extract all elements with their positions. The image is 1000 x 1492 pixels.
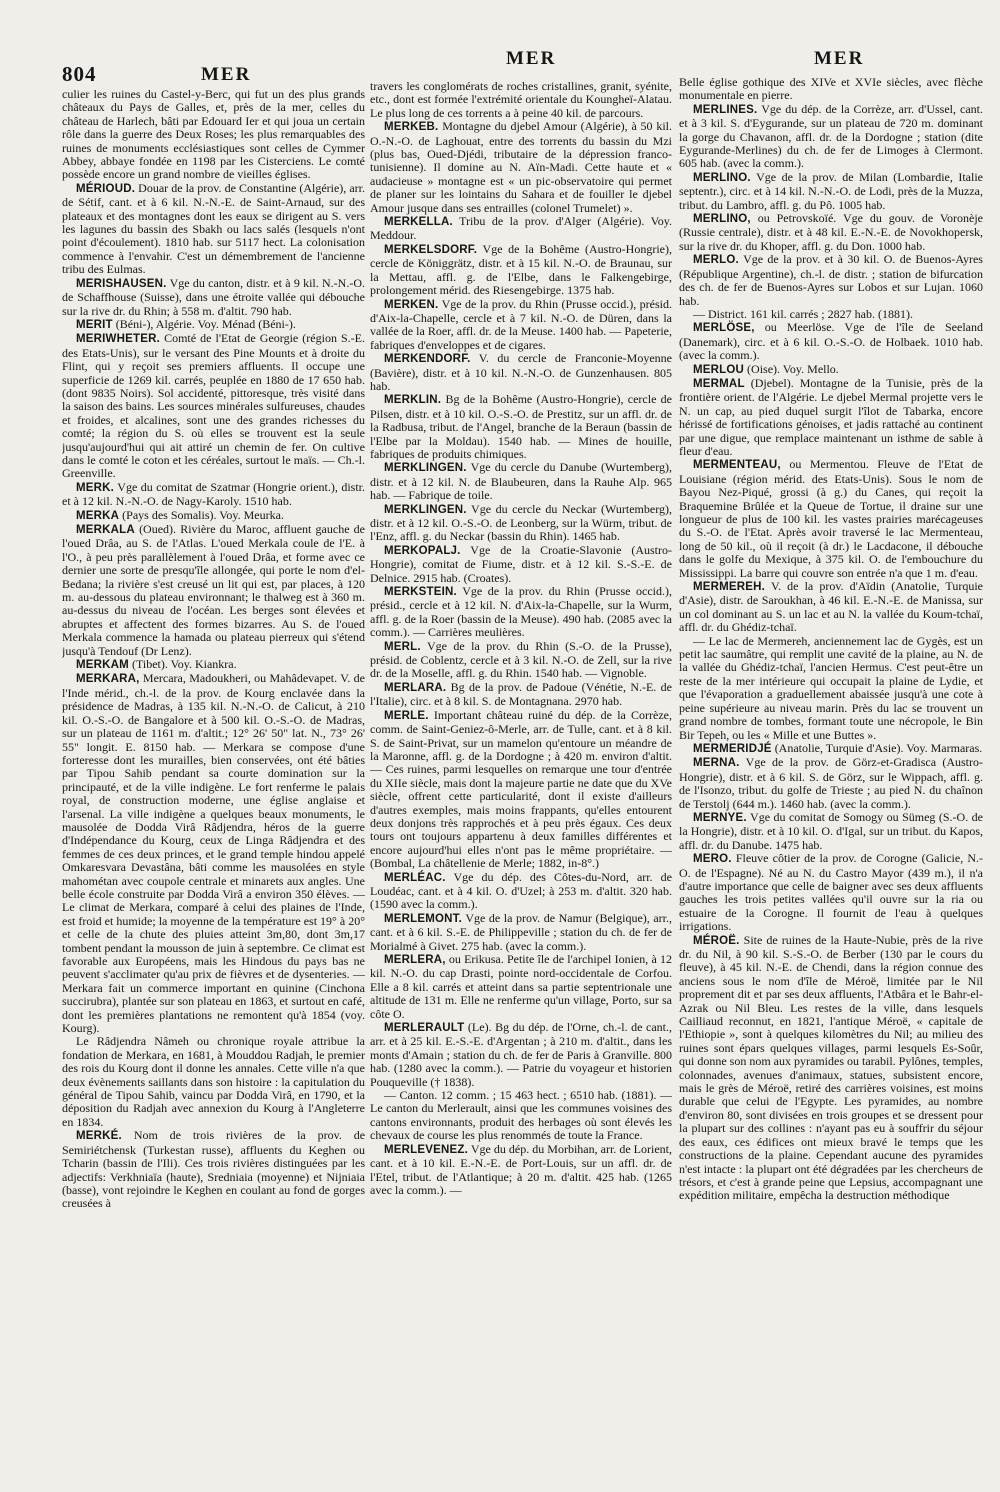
entry-text: V. de la prov. d'Aïdin (Anatolie, Turquie d'Asie), distr. de Saroukhan, à 46 kil. E.-N.-E. de Manissa, sur un col dominant au S. un lac et au N. la vallée du Koum-tchaï, affl. dr. du Ghédiz-tchaï. [679, 579, 983, 635]
entry-text: ou Petrovskoïé. Vge du gouv. de Voronèje (Russie centrale), distr. et à 48 kil. E.-N.-E. de Novokhopersk, sur la rive dr. du Khoper, affl. g. du Don. 1000 hab. [679, 211, 983, 253]
entry-text: Vge de la prov. de Namur (Belgique), arr., cant. et à 6 kil. S.-E. de Philippeville ; station du ch. de fer de Morialmé à Givet. 275 hab. (avec la comm.). [370, 910, 672, 953]
dictionary-entry [679, 580, 983, 635]
dictionary-entry [62, 481, 365, 509]
dictionary-entry [370, 120, 672, 215]
entry-headword: MÉRIOUD. [76, 182, 136, 195]
continued-text: travers les conglomérats de roches cristallines, granit, syénite, etc., dont est formée l'extrémité orientale du Koungheï-Alatau. Le plus long de ces torrents a à peine 40 kil. de parcours. [370, 80, 672, 120]
entry-text: — District. 161 kil. carrés ; 2827 hab. (1881). [693, 306, 913, 321]
dictionary-entry [370, 953, 672, 1021]
dictionary-entry [62, 182, 365, 277]
dictionary-entry [679, 171, 983, 212]
entry-text: ou Erikusa. Petite île de l'archipel Ionien, à 12 kil. N.-O. du cap Drasti, pointe nord-occidentale de Corfou. Elle a 8 kil. carrés et atteint dans sa partie septentrionale une altitude de 131 m. Elle ne renferme qu'un village, Porto, sur sa côte O. [370, 952, 672, 1021]
dictionary-entry [679, 253, 983, 308]
entry-headword: MERKLINGEN. [384, 503, 467, 516]
dictionary-entry [370, 585, 672, 640]
entry-text: Vge du comitat de Szatmar (Hongrie orient.), distr. et à 12 kil. N.-N.-O. de Nagy-Karoly. 1510 hab. [62, 479, 365, 509]
entry-text: Important château ruiné du dép. de la Corrèze, comm. de Saint-Geniez-ô-Merle, arr. de Tulle, cant. et à 8 kil. S. de Saint-Privat, sur un mamelon qu'entoure un méandre de la Maronne, affl. g. de la Dordogne ; à 420 m. environ d'altit. — Ces ruines, parmi lesquelles on remarque une tour d'entrée du XIIe siècle, mais dont la majeure partie ne date que du XVe siècle, offrent cette particularité, dont il existe d'ailleurs d'autres exemples, mais moins frappants, qu'elles entourent deux donjons très rapprochés et à peu près égaux. Ces deux tours ont toujours appartenu à deux familles différentes et encore aujourd'hui elles n'ont pas le même propriétaire. — (Bombal, La châtellenie de Merle; 1882, in-8°.) [370, 707, 672, 871]
dictionary-entry [679, 321, 983, 362]
dictionary-entry [679, 635, 983, 742]
dictionary-entry [679, 363, 983, 377]
entry-headword: MERKLINGEN. [384, 462, 467, 475]
column-1 [62, 88, 365, 1480]
dictionary-entry [62, 1035, 365, 1129]
entry-headword: MÉROË. [693, 934, 740, 947]
entry-text: (Le). Bg du dép. de l'Orne, ch.-l. de cant., arr. et à 25 kil. E.-S.-E. d'Argentan ; à 210 m. d'altit., dans les monts d'Amain ; station du ch. de fer de Paris à Granville. 800 hab. (1280 avec la comm.). — Patrie du voyageur et historien Pouqueville († 1838). [370, 1020, 672, 1089]
entry-text: Vge de la Bohême (Austro-Hongrie), cercle de Königgrätz, distr. et à 15 kil. N.-O. de Braunau, sur la Mettau, affl. g. de l'Elbe, dans le Falkengebirge, prolongement mérid. des Riesengebirge. 1375 hab. [370, 241, 672, 298]
dictionary-entry [62, 523, 365, 658]
entry-headword: MERKALA [76, 524, 135, 536]
page-number: 804 [62, 62, 97, 86]
dictionary-entry [370, 709, 672, 871]
entry-text: Site de ruines de la Haute-Nubie, près de la rive dr. du Nil, à 90 kil. S.-S.-O. de Berber (130 par le cours du fleuve), à 45 kil. N.-E. de Chendi, dans la région connue des anciens sous le nom d'île de Méroë, limitée par le Nil proprement dit et par ses deux affluents, l'Atbâra et le Bahr-el-Azrak ou Nil Bleu. Les restes de la ville, dans lesquels Cailliaud reconnut, en 1821, l'antique Méroë, « capitale de l'Ethiopie », sont à quelques kilomètres du Nil; au milieu des ruines sont épars quelques villages, parmi lesquels Es-Soûr, qui donne son nom aux pyramides ou tarabil. Pylônes, temples, colonnades, avenues d'animaux, statues, subsistent encore, mais le grès de Méroë, retiré des carrières voisines, est moins durable que celui de l'Egypte. Les pyramides, au nombre d'environ 80, sont divisées en trois groupes et se dressent pour la plupart sur des collines : n'ayant pas eu à souffrir du séjour des eaux, ces édifices ont mieux bravé le temps que les constructions de la plaine. Cependant aucune des pyramides n'est intacte : la plupart ont été dégradées par les chercheurs de trésors, et c'est à grande peine que Lepsius, accompagnant une expédition militaire, empêcha la destruction méthodique [679, 932, 983, 1203]
dictionary-entry [370, 352, 672, 393]
entry-headword: MERMAL [693, 377, 745, 390]
entry-text: Vge du comitat de Somogy ou Sümeg (S.-O. de la Hongrie), distr. et à 10 kil. O. d'Igal, sur un tribut. du Kapos, affl. dr. du Danube. 1475 hab. [679, 809, 983, 852]
entry-text: (Oued). Rivière du Maroc, affluent gauche de l'oued Drâa, au S. de l'Atlas. L'oued Merkala coule de l'E. à l'O., à peu près parallèlement à l'oued Drâa, et forme avec ce dernier une sorte de presqu'île allongée, qui porte le nom d'el-Bedana; la rivière s'est creusé un lit qui est, par places, à 120 m. au-dessous du plateau environnant; le thalweg est à 360 m. au-dessus du niveau de l'océan. Les berges sont élevées et abruptes et affectent des formes bizarres. Au S. de l'oued Merkala commence la hamada ou plateau pierreux qui s'étend jusqu'à Tendouf (Dr Lenz). [62, 522, 365, 658]
entry-text: Vge du canton, distr. et à 9 kil. N.-N.-O. de Schaffhouse (Suisse), dans une étroite vallée qui débouche sur la rive dr. du Rhin; à 558 m. d'altit. 790 hab. [62, 275, 365, 318]
entry-text: V. du cercle de Franconie-Moyenne (Bavière), distr. et à 10 kil. N.-N.-O. de Gunzenhausen. 805 hab. [370, 351, 672, 393]
entry-headword: MERLINO, [693, 213, 751, 226]
entry-headword: MERLINO. [693, 171, 751, 184]
entry-headword: MERLERA, [384, 954, 446, 966]
entry-headword: MERMENTEAU, [693, 459, 781, 472]
dictionary-entry [679, 377, 983, 458]
dictionary-entry [679, 212, 983, 253]
entry-headword: MERIT [76, 318, 113, 331]
entry-headword: MERO. [693, 853, 732, 866]
entry-headword: MERLEVENEZ. [384, 1143, 468, 1156]
dictionary-entry [370, 544, 672, 585]
dictionary-entry [679, 308, 983, 321]
entry-text: Vge du cercle du Neckar (Wurtemberg), distr. et à 12 kil. O.-S.-O. de Leonberg, sur la Würm, tribut. de l'Enz, affl. g. du Neckar (bassin du Rhin). 1465 hab. [370, 501, 672, 544]
entry-text: (Oise). Voy. Mello. [747, 361, 839, 376]
dictionary-entry [679, 852, 983, 933]
entry-headword: MERKELLA. [384, 216, 453, 229]
entry-headword: MERLARA. [384, 681, 447, 694]
running-head-right: MER [814, 48, 865, 69]
entry-headword: MERLEMONT. [384, 912, 463, 925]
entry-text: Fleuve côtier de la prov. de Corogne (Galicie, N.-O. de l'Espagne). Né au N. du Castro Mayor (439 m.), il n'a d'autre importance que celle de baigner avec ses deux affluents gauches les trois petites vallées qu'il ouvre sur la ria ou estuaire de la Corogne. Il fournit de l'eau à quelques irrigations. [679, 851, 983, 934]
entry-text: Nom de trois rivières de la prov. de Semiriétchensk (Turkestan russe), affluents du Keghen ou Tcharin (bassin de l'Ili). Ces trois rivières distinguées par les adjectifs: Verkhniaïa (haute), Sredniaia (moyenne) et Nijniaia (basse), vont rejoindre le Keghen en coulant au fond de gorges creusées à [62, 1128, 365, 1211]
dictionary-entry [370, 871, 672, 912]
entry-text: Bg de la prov. de Padoue (Vénétie, N.-E. de l'Italie), circ. et à 8 kil. S. de Montagnana. 2970 hab. [370, 679, 672, 709]
entry-headword: MERKOPALJ. [384, 544, 461, 557]
entry-text: — Le lac de Mermereh, anciennement lac de Gygès, est un petit lac saumâtre, qui remplit une cavité de la plaine, au N. de la vallée du Ghédiz-tchaï, l'ancien Hermus. C'est peut-être un reste de la mer intérieure qui occupait la plaine de Lydie, et que l'évaporation a graduellement abaissée jusqu'à une cote à peine supérieure au niveau marin. Près du lac se trouvent un grand nombre de tombes, formant toute une nécropole, le Bin Bir Tepeh, ou les « Mille et une Buttes ». [679, 633, 983, 742]
dictionary-entry [62, 658, 365, 672]
dictionary-entry [62, 318, 365, 332]
dictionary-entry [370, 640, 672, 681]
entry-headword: MERKARA, [76, 673, 140, 686]
entry-text: (Béni-), Algérie. Voy. Ménad (Béni-). [115, 316, 296, 331]
entry-text: Vge de la prov. du Rhin (Prusse occid.), présid., cercle et à 12 kil. N. d'Aix-la-Chapelle, sur la Wurm, affl. g. de la Roer (bassin de la Meuse). 490 hab. (2085 avec la comm.). — Carrières meulières. [370, 584, 672, 640]
column-2 [370, 80, 672, 1480]
entry-text: Montagne du djebel Amour (Algérie), à 50 kil. O.-N.-O. de Laghouat, entre des torrents du bassin du Mzi (plus bas, Oued-Djédi, tributaire de la dépression franco-tunisienne). Il domine au N. Aïn-Madi. Cette haute et « audacieuse » montagne est « un pic-observatoire qui permet de planer sur les lointains du Sahara et de fouiller le djebel Amour jusque dans ses entrailles (colonel Trumelet) ». [370, 119, 672, 215]
dictionary-entry [679, 103, 983, 171]
running-head-center: MER [506, 48, 557, 69]
dictionary-entry [370, 461, 672, 502]
entry-headword: MERNYE. [693, 811, 747, 824]
entry-headword: MERKEB. [384, 121, 439, 134]
running-head-left: MER [201, 64, 252, 85]
dictionary-entry [370, 1021, 672, 1089]
entry-headword: MERKSTEIN. [384, 586, 457, 599]
entry-headword: MERLOU [693, 363, 745, 376]
dictionary-entry [679, 934, 983, 1203]
dictionary-entry [679, 458, 983, 580]
entry-text: Vge du cercle du Danube (Wurtemberg), distr. et à 12 kil. N. de Blaubeuren, dans la Rauhe Alp. 965 hab. — Fabrique de toile. [370, 460, 672, 503]
entry-text: Le Râdjendra Nâmeh ou chronique royale attribue la fondation de Merkara, en 1681, à Mouddou Radjah, le premier des rois du Kourg dont il donne les annales. Cette ville n'a que deux évènements saillants dans son histoire : la capitulation du général de Tipou Sahib, vaincu par Dodda Virâ, en 1790, et la déposition du Radjah avec annexion du Kourg à l'Angleterre en 1834. [62, 1034, 365, 1129]
dictionary-entry [370, 215, 672, 243]
entry-text: (Tibet). Voy. Kiankra. [131, 657, 237, 672]
entry-headword: MERMERIDJÉ [693, 742, 772, 755]
entry-headword: MERISHAUSEN. [76, 277, 167, 290]
entry-headword: MERIWHETER. [76, 333, 160, 346]
continued-text: Belle église gothique des XIVe et XVIe siècles, avec flèche monumentale en pierre. [679, 76, 983, 103]
entry-headword: MERKLIN. [384, 394, 442, 407]
entry-text: (Pays des Somalis). Voy. Meurka. [122, 507, 284, 522]
entry-headword: MERL. [384, 640, 421, 653]
entry-text: Tribu de la prov. d'Alger (Algérie). Voy. Meddour. [370, 214, 672, 243]
entry-headword: MERK. [76, 481, 115, 494]
entry-text: — Canton. 12 comm. ; 15 463 hect. ; 6510 hab. (1881). — Le canton du Merlerault, ainsi que les communes voisines des cantons environnants, produit des herbages où sont élevés les chevaux de course les plus renommés de toute la France. [370, 1088, 672, 1143]
dictionary-entry [679, 742, 983, 756]
entry-text: Vge de la prov. du Rhin (Prusse occid.), présid. d'Aix-la-Chapelle, cercle et à 7 kil. N.-O. de Düren, dans la vallée de la Roer, affl. dr. de la Meuse. 1400 hab. — Papeterie, fabriques d'enveloppes et de cigares. [370, 296, 672, 352]
entry-headword: MERKA [76, 509, 120, 522]
entry-text: Douar de la prov. de Constantine (Algérie), arr. de Sétif, cant. et à 6 kil. N.-N.-E. de Saint-Arnaud, sur des plateaux et des montagnes dont les eaux se dirigent au S. vers les lagunes du bassin des Sbakh ou lacs salés (lesquels n'ont point d'écoulement). 1810 hab. sur 5117 hect. La colonisation commence à l'envahir. C'est un démembrement de l'ancienne tribu des Eulmas. [62, 180, 365, 277]
entry-text: Vge du dép. des Côtes-du-Nord, arr. de Loudéac, cant. et à 4 kil. O. d'Uzel; à 253 m. d'altit. 320 hab. (1590 avec la comm.). [370, 869, 672, 912]
entry-text: Bg de la Bohême (Austro-Hongrie), cercle de Pilsen, distr. et à 10 kil. O.-S.-O. de Prestitz, sur un affl. dr. de la Radbusa, tribut. de l'Angel, branche de la Beraun (bassin de l'Elbe par la Moldau). 1540 hab. — Mines de houille, fabriques de produits chimiques. [370, 392, 672, 461]
entry-headword: MERKEN. [384, 298, 439, 311]
entry-headword: MERMEREH. [693, 581, 766, 594]
dictionary-entry [62, 1129, 365, 1210]
dictionary-entry [370, 1143, 672, 1198]
entry-text: Vge de la prov. et à 30 kil. O. de Buenos-Ayres (République Argentine), ch.-l. de distr. ; station de bifurcation des ch. de fer de Buenos-Ayres sur Lobos et sur Lujan. 1060 hab. [679, 252, 983, 308]
column-3 [679, 76, 983, 1480]
entry-headword: MERNA. [693, 757, 740, 770]
entry-text: Comté de l'Etat de Georgie (région S.-E. des Etats-Unis), sur le versant des Pine Mounts et à droite du Flint, qui y reçoit ses premiers affluents. Il occupe une superficie de 1269 kil. carrés, peuplée en 1880 de 17 650 hab. (dont 9835 Noirs). Sol accidenté, pittoresque, très visité dans la saison des bains. Les sources minérales sulfureuses, chaudes et froides, et alcalines, sont une des grandes richesses du comté; la région du S. où elles se trouvent est la seule jusqu'aujourd'hui qui ait attiré un chemin de fer. On cultive dans le comté le coton et les céréales, surtout le maïs. — Ch.-l. Greenville. [62, 331, 365, 481]
entry-text: (Djebel). Montagne de la Tunisie, près de la frontière orient. de l'Algérie. Le djebel Mermal projette vers le N. un cap, au pied duquel surgit l'îlot de Tabarka, encore hérissé de fortifications génoises, et jadis rattaché au continent par une digue, que remplace maintenant un isthme de sable à fleur d'eau. [679, 375, 983, 458]
dictionary-entry [370, 298, 672, 353]
dictionary-entry [62, 672, 365, 1035]
dictionary-entry [62, 332, 365, 480]
entry-headword: MERKENDORF. [384, 353, 471, 366]
entry-headword: MERLINES. [693, 103, 758, 116]
entry-headword: MERKÉ. [76, 1130, 122, 1143]
entry-text: Vge de la prov. de Görz-et-Gradisca (Austro-Hongrie), distr. et à 6 kil. S. de Görz, sur le Wippach, affl. g. de l'Isonzo, tribut. du golfe de Trieste ; au pied N. du chaînon de Terstolj (644 m.). 1460 hab. (avec la comm.). [679, 755, 983, 811]
entry-text: Vge de la Croatie-Slavonie (Austro-Hongrie), comitat de Fiume, distr. et à 12 kil. S.-S.-E. de Delnice. 2915 hab. (Croates). [370, 542, 672, 585]
entry-headword: MERLE. [384, 709, 429, 722]
dictionary-entry [62, 509, 365, 523]
entry-headword: MERKELSDORF. [384, 243, 478, 256]
entry-text: (Anatolie, Turquie d'Asie). Voy. Marmaras. [774, 740, 983, 755]
dictionary-entry [370, 243, 672, 298]
continued-text: culier les ruines du Castel-y-Berc, qui fut un des plus grands châteaux du Pays de Galles, et, près de la mer, celles du château de Harlech, bâti par Edouard Ier et qui joua un certain rôle dans la guerre des Deux Roses; les plus remarquables des ruines de monuments ecclésiastiques sont celles de Cymmer Abbey, abbaye fondée en 1198 par les Cisterciens. Le comté possède encore un grand nombre de vieilles églises. [62, 88, 365, 182]
entry-text: Mercara, Madoukheri, ou Mahâdevapet. V. de l'Inde mérid., ch.-l. de la prov. de Kourg enclavée dans la présidence de Madras, à 135 kil. N.-N.-O. de Calicut, à 210 kil. O.-S.-O. de Bangalore et à 500 kil. O.-S.-O. de Madras, sur un plateau de 1161 m. d'altit.; 12° 26' 50" lat. N., 73° 26' 55" longit. E. 8150 hab. — Merkara se compose d'une forteresse dont les murailles, bien conservées, ont été bâties par Tipou Sahib pendant sa courte domination sur la principauté, et de la ville indigène. Le fort renferme le palais royal, de construction moderne, une église anglaise et l'arsenal. La ville indigène a quelques beaux monuments, le mausolée de Dodda Virâ Râdjendra, héros de la guerre d'Indépendance du Kourg, ceux de Linga Râdjendra et des femmes de ces deux princes, et le grand temple hindou appelé Omkaresvara Devastâna, bâti comme les mausolées en style mahométan avec coupole centrale et minarets aux angles. Une belle école construite par Dodda Virâ a environ 350 élèves. — Le climat de Merkara, comparé à celui des plaines de l'Inde, est froid et humide; la moyenne de la température est 19° à 20° et celle de la chute des pluies atteint 3m,80, dont 3m,17 tombent pendant la mousson de juin à septembre. Ce climat est favorable aux Européens, mais les Hindous du pays bas ne peuvent s'acclimater qu'au prix de fièvres et de dysenteries. — Merkara fait un commerce important en quinine (Cinchona succirubra), plantée sur son plateau en 1863, et surtout en café, dont les premières plantations ne remontent qu'à 1854 (voy. Kourg). [62, 671, 365, 1036]
dictionary-entry [370, 1089, 672, 1143]
entry-text: ou Meerlöse. Vge de l'île de Seeland (Danemark), circ. et à 6 kil. O.-S.-O. de Holbaek. 1010 hab. (avec la comm.). [679, 320, 983, 363]
entry-headword: MERLERAULT [384, 1022, 465, 1035]
dictionary-entry [62, 277, 365, 318]
dictionary-entry [370, 503, 672, 544]
entry-text: Vge de la prov. du Rhin (S.-O. de la Prusse), présid. de Coblentz, cercle et à 3 kil. N.-O. de Zell, sur la rive dr. de la Moselle, affl. g. du Rhin. 1540 hab. — Vignoble. [370, 638, 672, 681]
entry-headword: MERKAM [76, 659, 129, 672]
entry-text: Vge du dép. de la Corrèze, arr. d'Ussel, cant. et à 3 kil. S. d'Eygurande, sur un plateau de 720 m. dominant la gorge du Chavanon, affl. dr. de la Dordogne ; station (dite Eygurande-Merlines) du ch. de fer de Limoges à Clermont. 605 hab. (avec la comm.). [679, 101, 983, 171]
dictionary-entry [370, 393, 672, 461]
entry-headword: MERLÖSE, [693, 322, 755, 335]
dictionary-entry [370, 681, 672, 709]
entry-text: Vge du dép. du Morbihan, arr. de Lorient, cant. et à 10 kil. E.-N.-E. de Port-Louis, sur un affl. dr. de l'Etel, tribut. de l'Atlantique; à 20 m. d'altit. 425 hab. (1265 avec la comm.). — [370, 1141, 672, 1197]
dictionary-entry [679, 811, 983, 852]
entry-headword: MERLÉAC. [384, 871, 446, 884]
dictionary-entry [370, 912, 672, 953]
dictionary-entry [679, 756, 983, 811]
entry-text: ou Mermentou. Fleuve de l'Etat de Louisiane (région mérid. des Etats-Unis). Sous le nom de Bayou Nez-Piqué, grossi (à g.) du Canes, qui reçoit la Braquemine Brûlée et la Queue de Tortue, il draine sur une longueur de plus de 100 kil. les vastes prairies marécageuses du S.-O. de l'Etat. Après avoir traversé le lac Mermenteau, long de 50 kil., où il reçoit (à dr.) le Lacdacone, il débouche dans le golfe du Mexique, à 375 kil. O. de l'embouchure du Mississippi. La barre qui couvre son entrée n'a que 1 m. d'eau. [679, 457, 983, 580]
entry-text: Vge de la prov. de Milan (Lombardie, Italie septentr.), circ. et à 14 kil. N.-N.-O. de Lodi, près de la Muzza, tribut. du Lambro, affl. g. du Pô. 1005 hab. [679, 169, 983, 212]
entry-headword: MERLO. [693, 254, 739, 267]
